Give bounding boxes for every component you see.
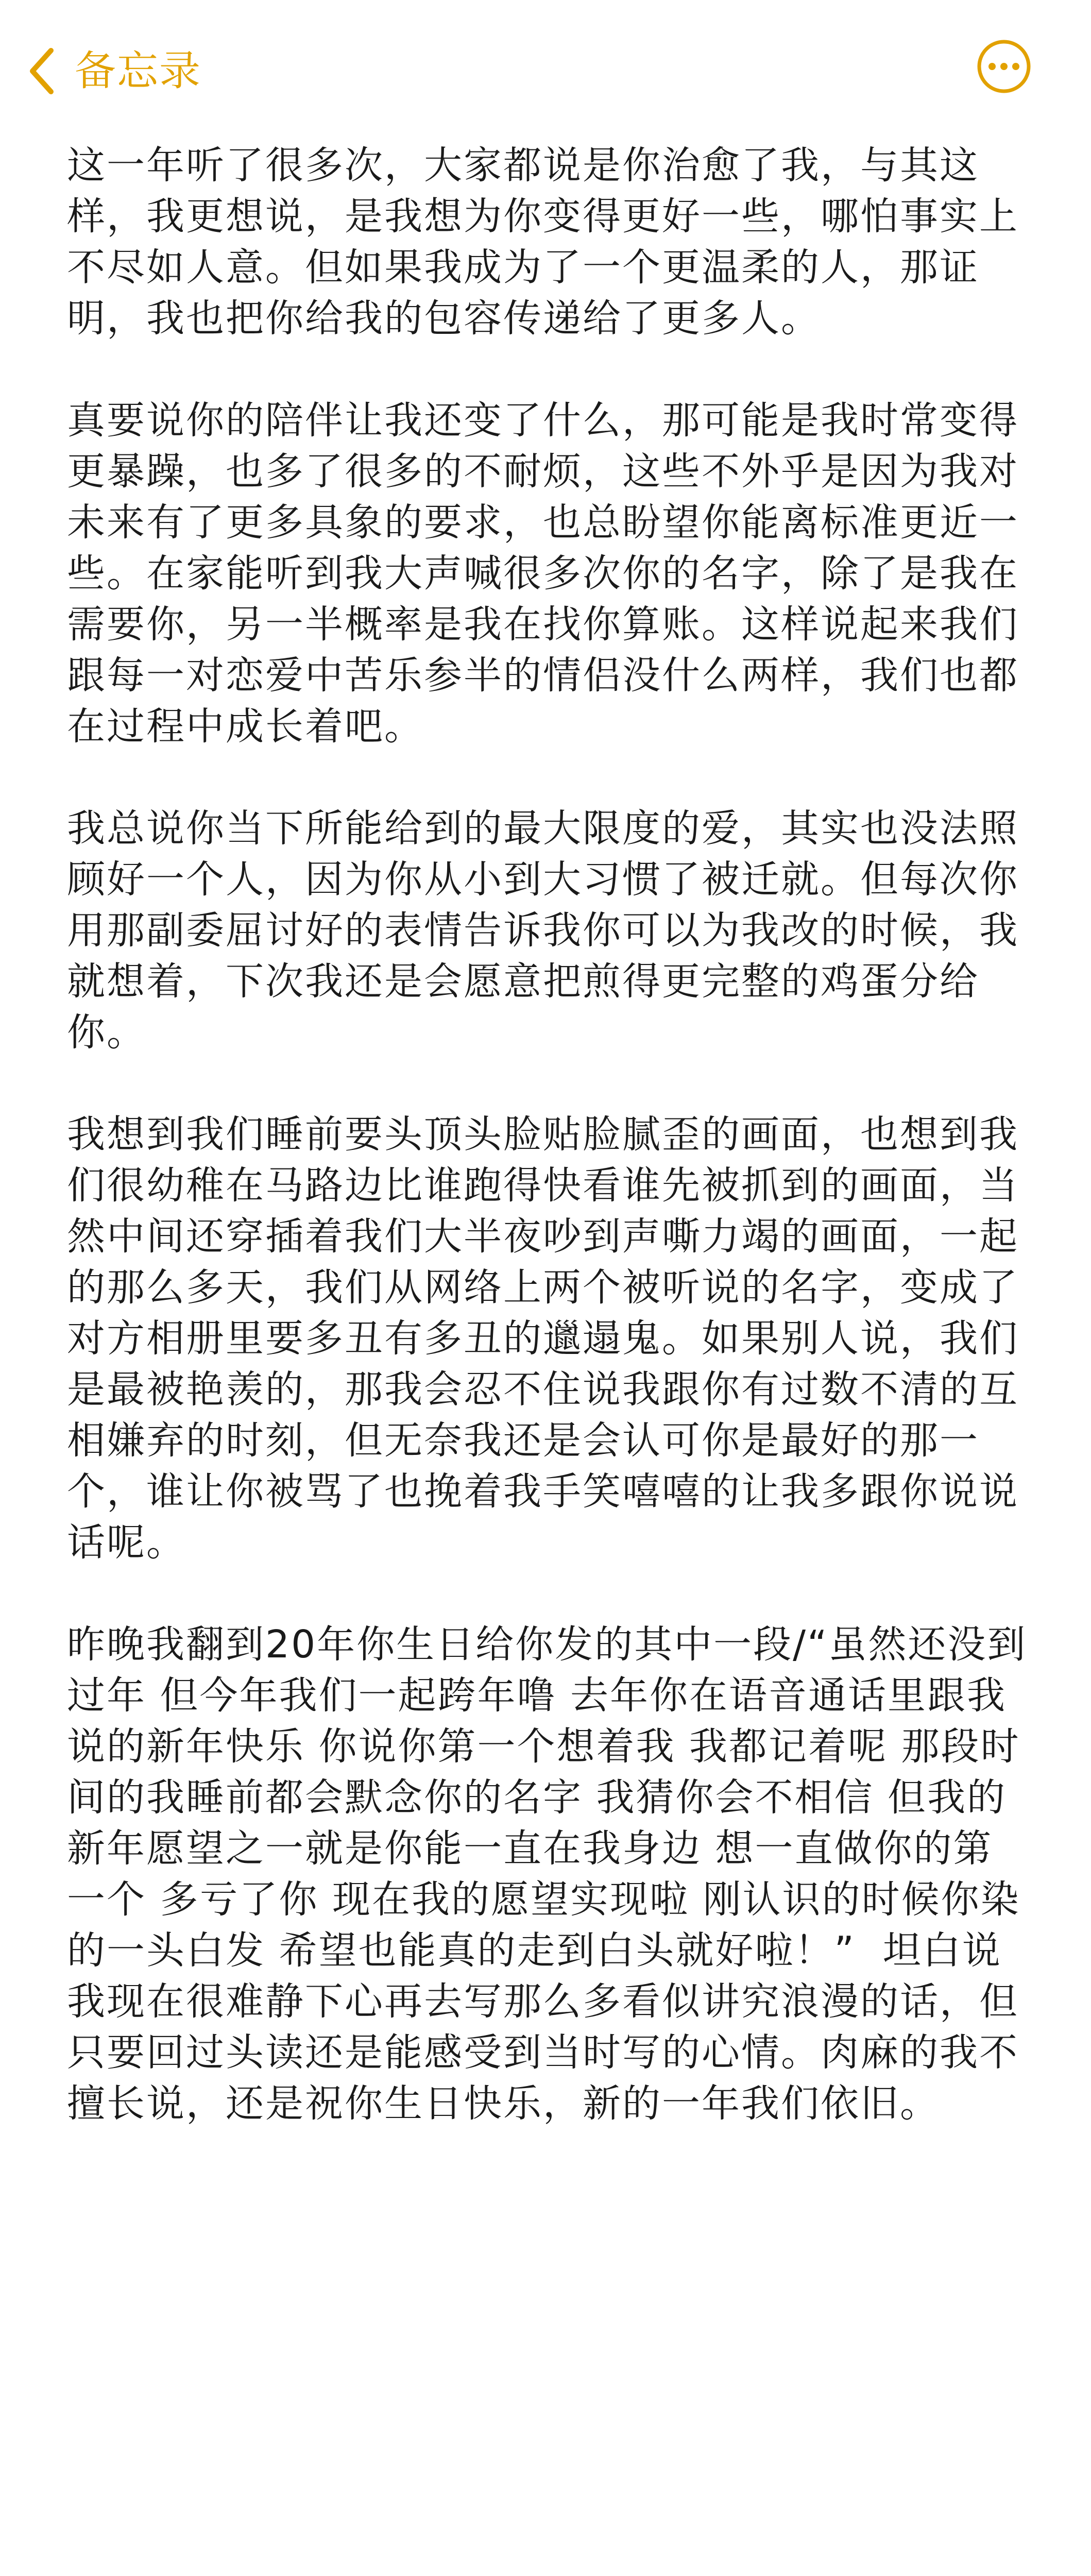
more-button[interactable]	[977, 39, 1031, 94]
chevron-left-icon	[28, 46, 55, 96]
note-paragraph: 真要说你的陪伴让我还变了什么，那可能是我时常变得更暴躁，也多了很多的不耐烦，这些不外乎是因为我对未来有了更多具象的要求，也总盼望你能离标准更近一些。在家能听到我大声喊很多次你的名字，除了是我在需要你，另一半概率是我在找你算账。这样说起来我们跟每一对恋爱中苦乐参半的情侣没什么两样，我们也都在过程中成长着吧。	[67, 398, 1019, 749]
navigation-bar	[0, 0, 1091, 139]
note-paragraph: 我总说你当下所能给到的最大限度的爱，其实也没法照顾好一个人，因为你从小到大习惯了被迁就。但每次你用那副委屈讨好的表情告诉我你可以为我改的时候，我就想着，下次我还是会愿意把煎得更完整的鸡蛋分给你。	[67, 806, 1019, 1055]
note-paragraph: 昨晚我翻到20年你生日给你发的其中一段/“虽然还没到过年 但今年我们一起跨年噜 去年你在语音通话里跟我说的新年快乐 你说你第一个想着我 我都记着呢 那段时间的我睡前都会默念你的名字 我猜你会不相信 但我的新年愿望之一就是你能一直在我身边 想一直做你的第一个 多亏了你 现在我的愿望实现啦 刚认识的时候你染的一头白发 希望也能真的走到白头就好啦！” 坦白说我现在很难静下心再去写那么多看似讲究浪漫的话，但只要回过头读还是能感受到当时写的心情。肉麻的我不擅长说，还是祝你生日快乐，新的一年我们依旧。	[67, 1622, 1027, 2126]
back-label: 备忘录	[75, 47, 201, 95]
note-paragraph: 我想到我们睡前要头顶头脸贴脸腻歪的画面，也想到我们很幼稚在马路边比谁跑得快看谁先被抓到的画面，当然中间还穿插着我们大半夜吵到声嘶力竭的画面，一起的那么多天，我们从网络上两个被听说的名字，变成了对方相册里要多丑有多丑的邋遢鬼。如果别人说，我们是最被艳羡的，那我会忍不住说我跟你有过数不清的互相嫌弃的时刻，但无奈我还是会认可你是最好的那一个，谁让你被骂了也挽着我手笑嘻嘻的让我多跟你说说话呢。	[67, 1112, 1019, 1565]
note-paragraph: 这一年听了很多次，大家都说是你治愈了我，与其这样，我更想说，是我想为你变得更好一些，哪怕事实上不尽如人意。但如果我成为了一个更温柔的人，那证明，我也把你给我的包容传递给了更多人。	[67, 143, 1019, 341]
more-icon	[977, 39, 1031, 94]
back-button[interactable]	[28, 40, 201, 102]
note-body[interactable]	[67, 140, 1030, 2180]
